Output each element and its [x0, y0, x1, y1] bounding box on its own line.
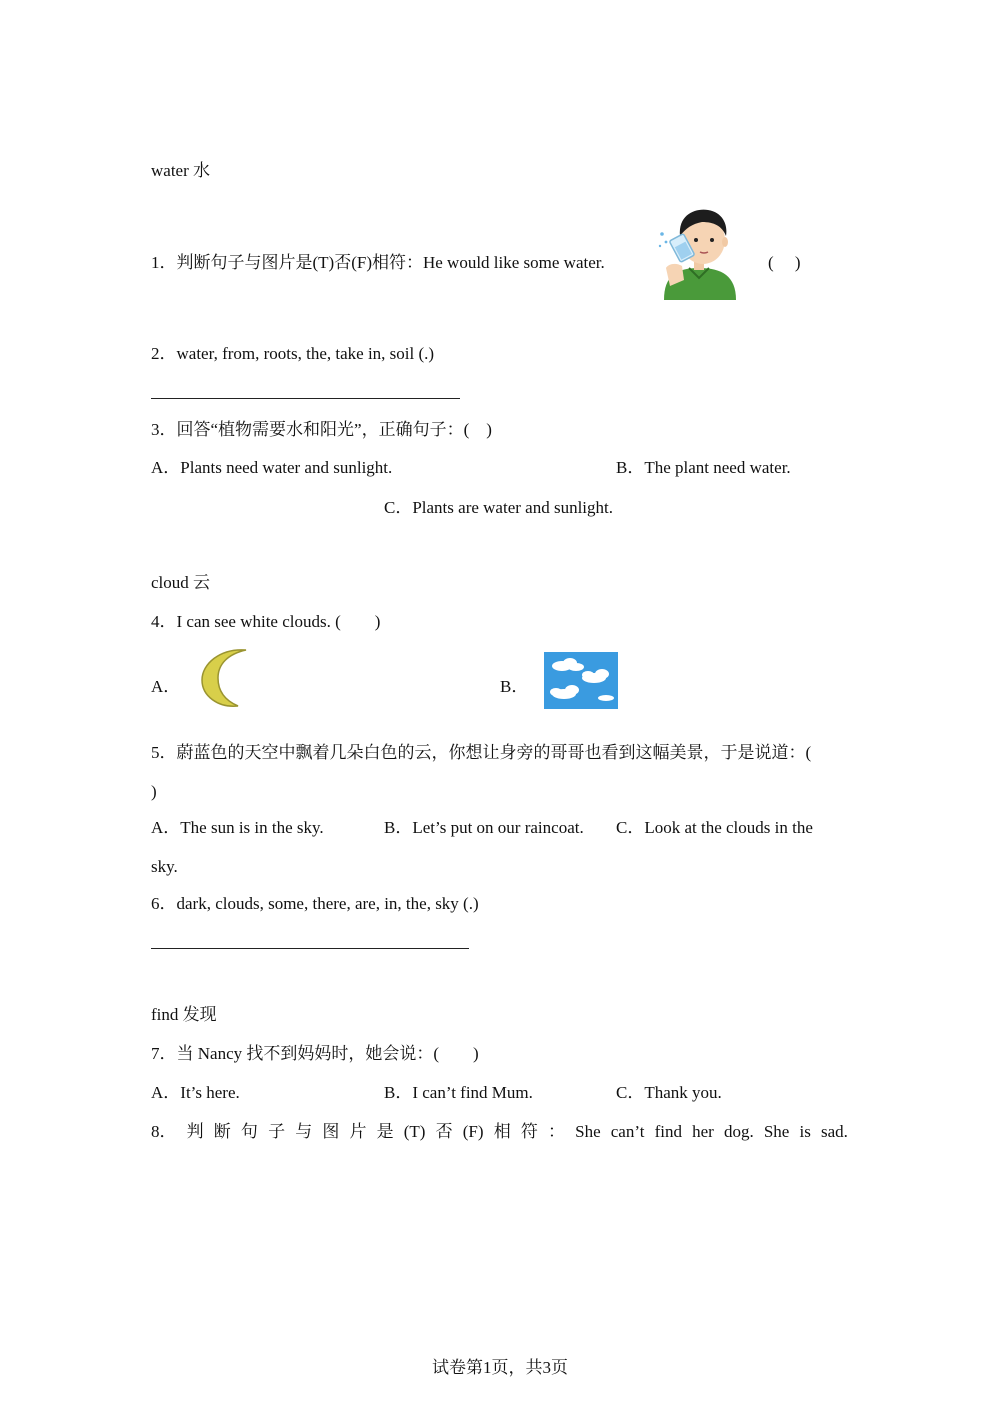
q8-word: 否: [435, 1122, 453, 1141]
option-a: A．The sun is in the sky.: [151, 818, 324, 837]
question-7: [151, 1044, 479, 1064]
q8-word: is: [799, 1122, 811, 1141]
question-number: 1．: [151, 253, 177, 272]
q8-word: 相: [493, 1122, 511, 1141]
question-number: 4．: [151, 612, 177, 631]
q8-word: 判: [186, 1122, 204, 1141]
q8-word: 图: [322, 1122, 340, 1141]
question-number: 6．: [151, 894, 177, 913]
question-2: [151, 344, 434, 364]
option-b-label: B．: [500, 677, 529, 696]
boy-drinking-water-icon: [656, 206, 742, 300]
page-footer: 试卷第1页，共3页: [432, 1358, 568, 1377]
question-number: 2．: [151, 344, 177, 363]
question-number: 5．: [151, 743, 177, 762]
question-5: [151, 743, 811, 763]
q8-word: 是: [376, 1122, 394, 1141]
question-number: 8．: [151, 1122, 177, 1141]
q8-word: her: [692, 1122, 714, 1141]
answer-line: [151, 948, 469, 949]
question-text: 当 Nancy 找不到妈妈时，她会说：( ): [176, 1044, 479, 1063]
question-text: I can see white clouds. ( ): [176, 612, 381, 631]
answer-line: [151, 398, 460, 399]
question-text: 蔚蓝色的天空中飘着几朵白色的云，你想让身旁的哥哥也看到这幅美景，于是说道：(: [176, 743, 812, 762]
option-b: B．Let’s put on our raincoat.: [384, 818, 584, 837]
option-a: A．Plants need water and sunlight.: [151, 458, 393, 477]
q8-word: sad.: [820, 1122, 848, 1141]
question-text: 判断句子与图片是(T)否(F)相符：He would like some water.: [176, 253, 605, 272]
q8-word: can’t: [610, 1122, 645, 1141]
option-c: C．Thank you.: [616, 1083, 722, 1102]
q8-word: 符: [520, 1122, 538, 1141]
q8-word: 句: [240, 1122, 258, 1141]
option-b: B．The plant need water.: [616, 458, 791, 477]
q8-word: dog.: [723, 1122, 754, 1141]
q8-word: 断: [213, 1122, 231, 1141]
section-heading-find: find 发现: [151, 1005, 217, 1024]
option-a-label: A．: [151, 677, 181, 696]
q8-word: ：: [547, 1122, 565, 1141]
answer-parentheses: ( ): [768, 253, 801, 272]
section-heading-cloud: cloud 云: [151, 573, 211, 592]
option-c-continued: sky.: [151, 857, 178, 876]
question-4: [151, 612, 380, 632]
question-text: dark, clouds, some, there, are, in, the, sky (.): [176, 894, 479, 913]
q8-word: (F): [462, 1122, 484, 1141]
q8-word: (T): [403, 1122, 426, 1141]
question-6: [151, 894, 479, 914]
question-text: 回答“植物需要水和阳光”，正确句子：( ): [176, 420, 492, 439]
question-3: [151, 420, 492, 440]
q8-word: 子: [268, 1122, 286, 1141]
section-heading-water: water 水: [151, 161, 211, 180]
q8-word: 片: [349, 1122, 367, 1141]
q8-word: find: [654, 1122, 682, 1141]
option-c: C．Plants are water and sunlight.: [384, 498, 613, 517]
question-number: 7．: [151, 1044, 177, 1063]
q8-word: She: [575, 1122, 601, 1141]
question-8: [151, 1122, 848, 1142]
option-a: A．It’s here.: [151, 1083, 240, 1102]
crescent-moon-icon: [194, 646, 250, 710]
question-text: water, from, roots, the, take in, soil (.): [176, 344, 435, 363]
question-number: 3．: [151, 420, 177, 439]
question-text-continued: ): [151, 782, 157, 801]
q8-word: She: [763, 1122, 790, 1141]
q8-word: 与: [295, 1122, 313, 1141]
question-1: [151, 253, 605, 273]
white-clouds-blue-sky-icon: [544, 652, 618, 709]
option-c: C．Look at the clouds in the: [616, 818, 813, 837]
option-b: B．I can’t find Mum.: [384, 1083, 533, 1102]
